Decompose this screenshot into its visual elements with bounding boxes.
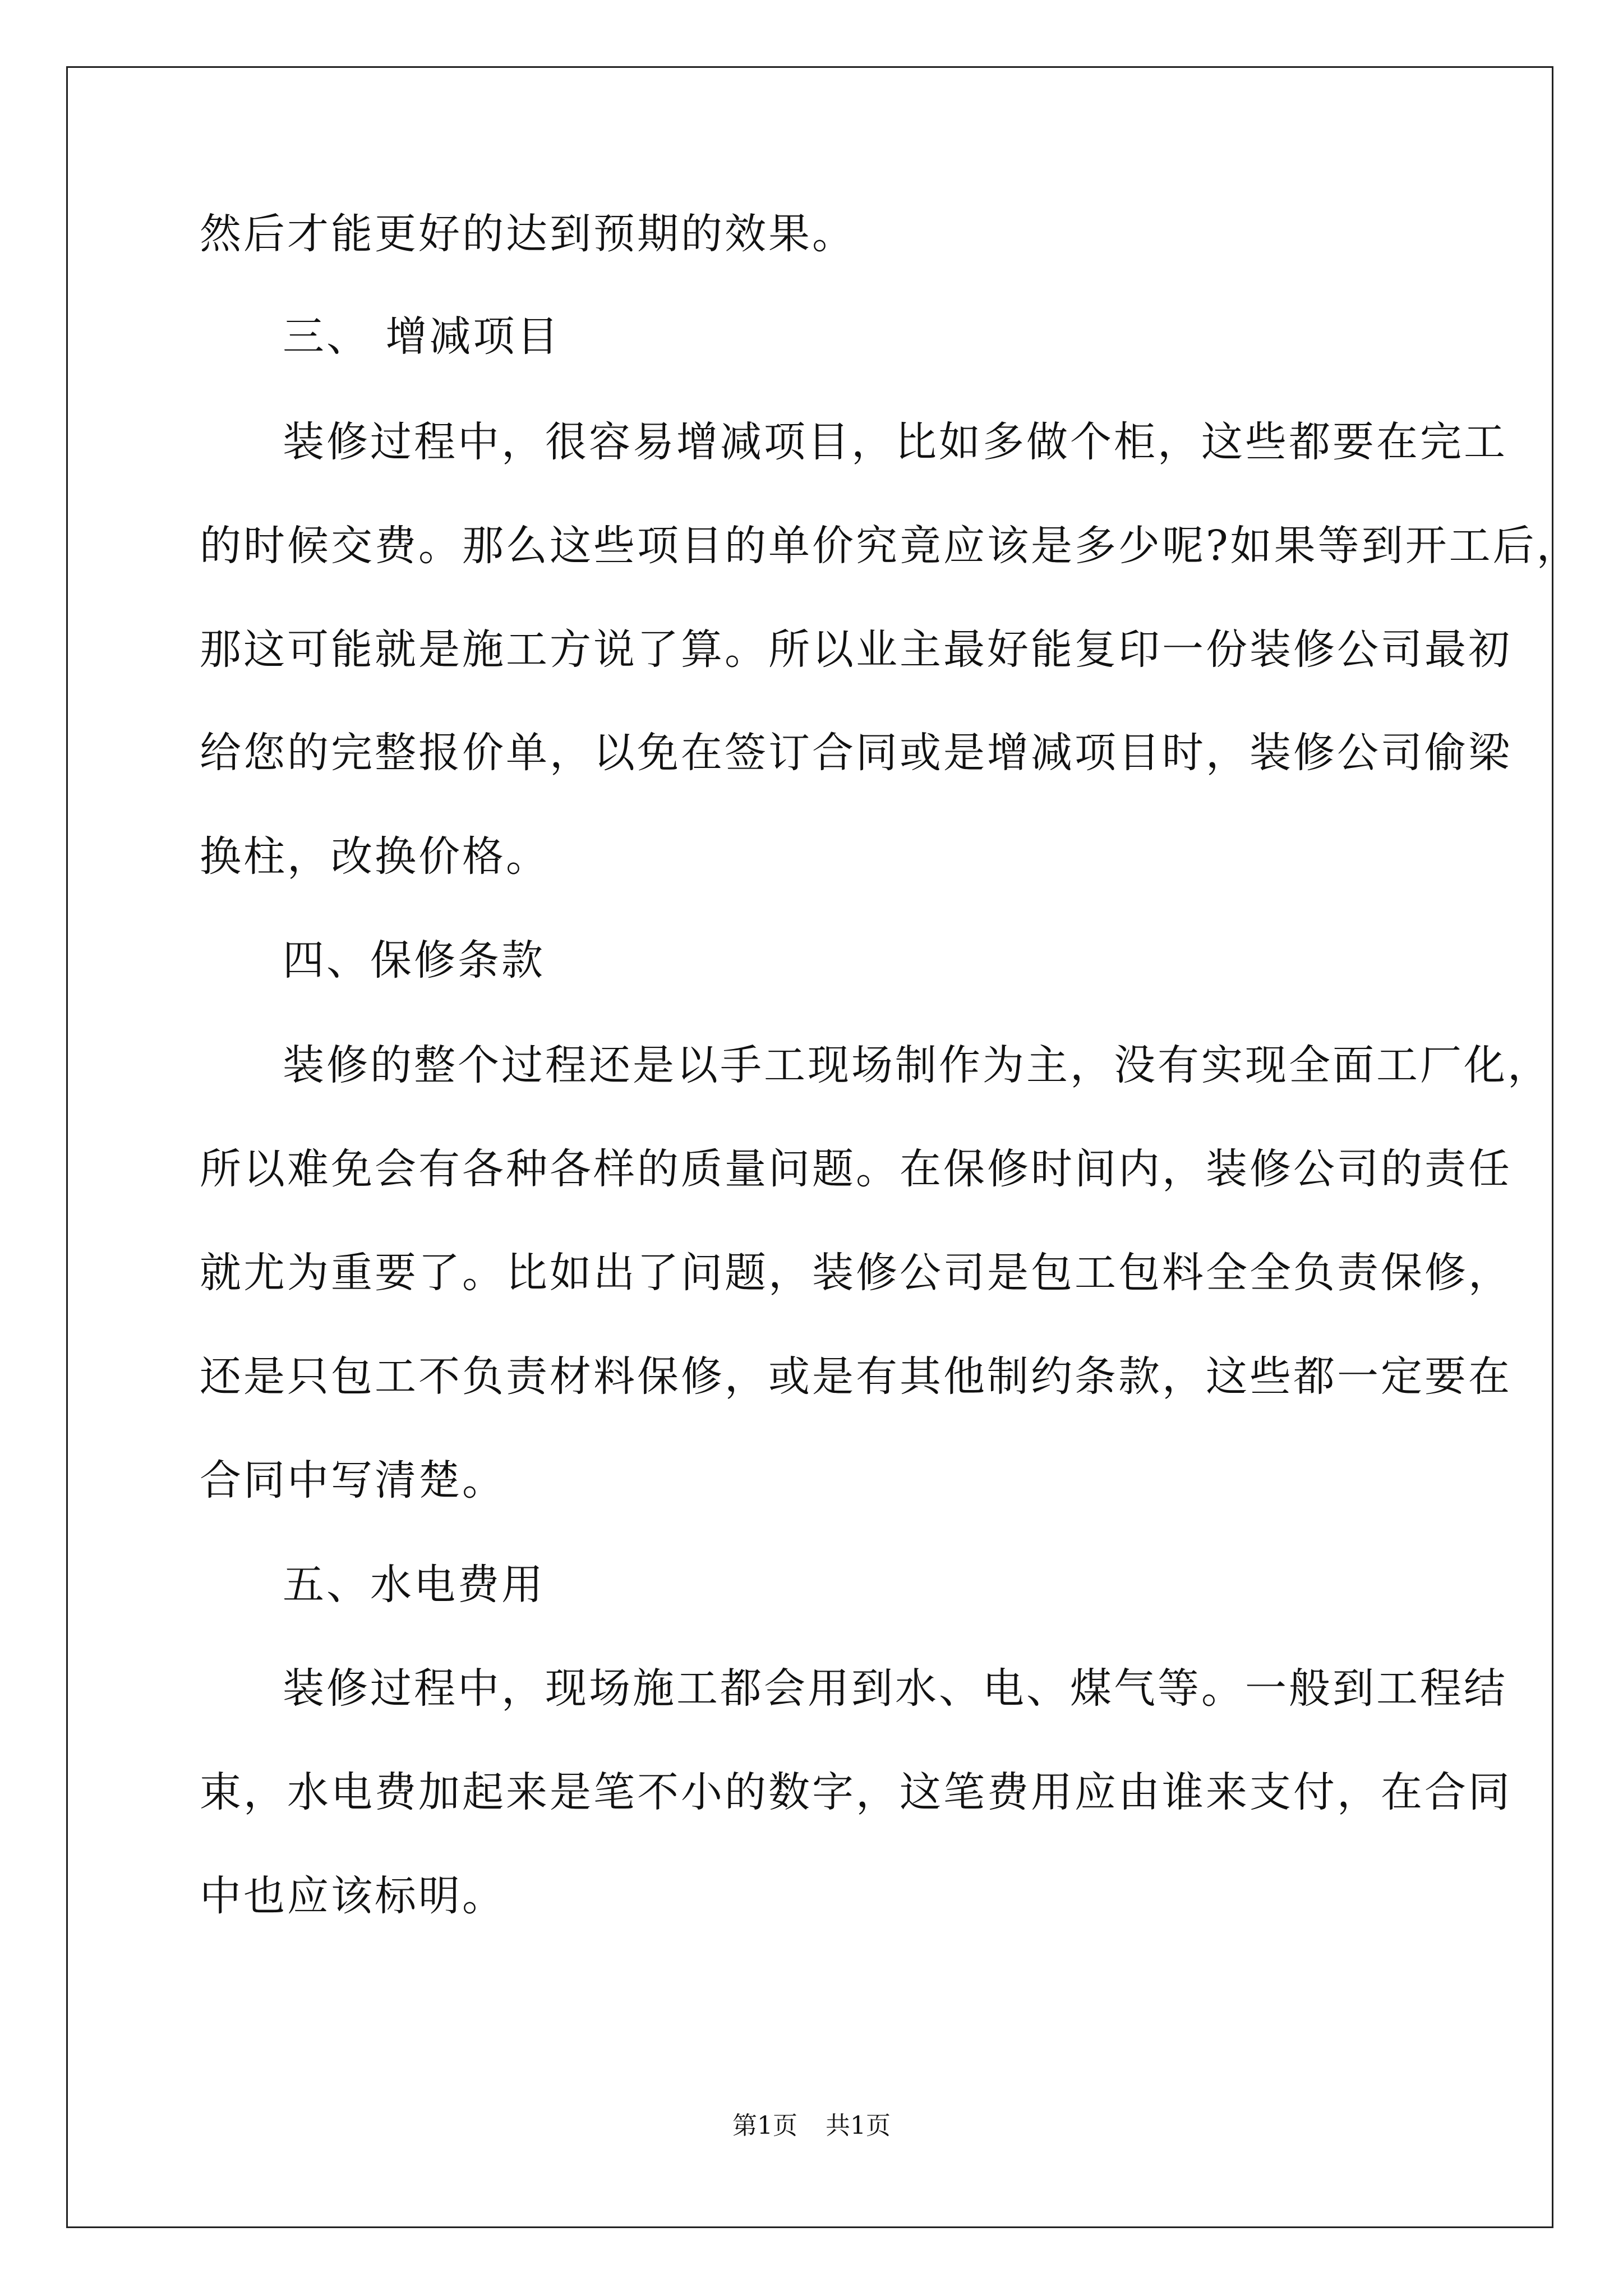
page-footer: [0, 2110, 1623, 2142]
paragraph-line: 还是只包工不负责材料保修，或是有其他制约条款，这些都一定要在: [200, 1352, 1512, 1401]
section-heading: 三、 增减项目: [283, 312, 561, 361]
paragraph-line: 的时候交费。那么这些项目的单价究竟应该是多少呢?如果等到开工后，: [200, 522, 1580, 570]
paragraph-line: 合同中写清楚。: [200, 1456, 506, 1504]
section-heading: 四、保修条款: [283, 936, 545, 984]
paragraph-line: 装修过程中，很容易增减项目，比如多做个柜，这些都要在完工: [283, 418, 1507, 466]
paragraph-line: 束，水电费加起来是笔不小的数字，这笔费用应由谁来支付，在合同: [200, 1768, 1512, 1816]
paragraph-line: 中也应该标明。: [200, 1872, 506, 1920]
paragraph-line: 装修的整个过程还是以手工现场制作为主，没有实现全面工厂化，: [283, 1041, 1551, 1089]
paragraph-line: 那这可能就是施工方说了算。所以业主最好能复印一份装修公司最初: [200, 625, 1512, 674]
section-heading: 五、水电费用: [283, 1561, 545, 1609]
paragraph-line: 给您的完整报价单，以免在签订合同或是增减项目时，装修公司偷梁: [200, 729, 1512, 777]
paragraph-line: 然后才能更好的达到预期的效果。: [200, 210, 856, 258]
paragraph-line: 所以难免会有各种各样的质量问题。在保修时间内，装修公司的责任: [200, 1145, 1512, 1193]
paragraph-line: 换柱，改换价格。: [200, 832, 550, 881]
paragraph-line: 就尤为重要了。比如出了问题，装修公司是包工包料全全负责保修，: [200, 1249, 1512, 1297]
page-number-current: 第1页: [732, 2111, 797, 2140]
paragraph-line: 装修过程中，现场施工都会用到水、电、煤气等。一般到工程结: [283, 1664, 1507, 1713]
page-number-total: 共1页: [826, 2111, 891, 2140]
